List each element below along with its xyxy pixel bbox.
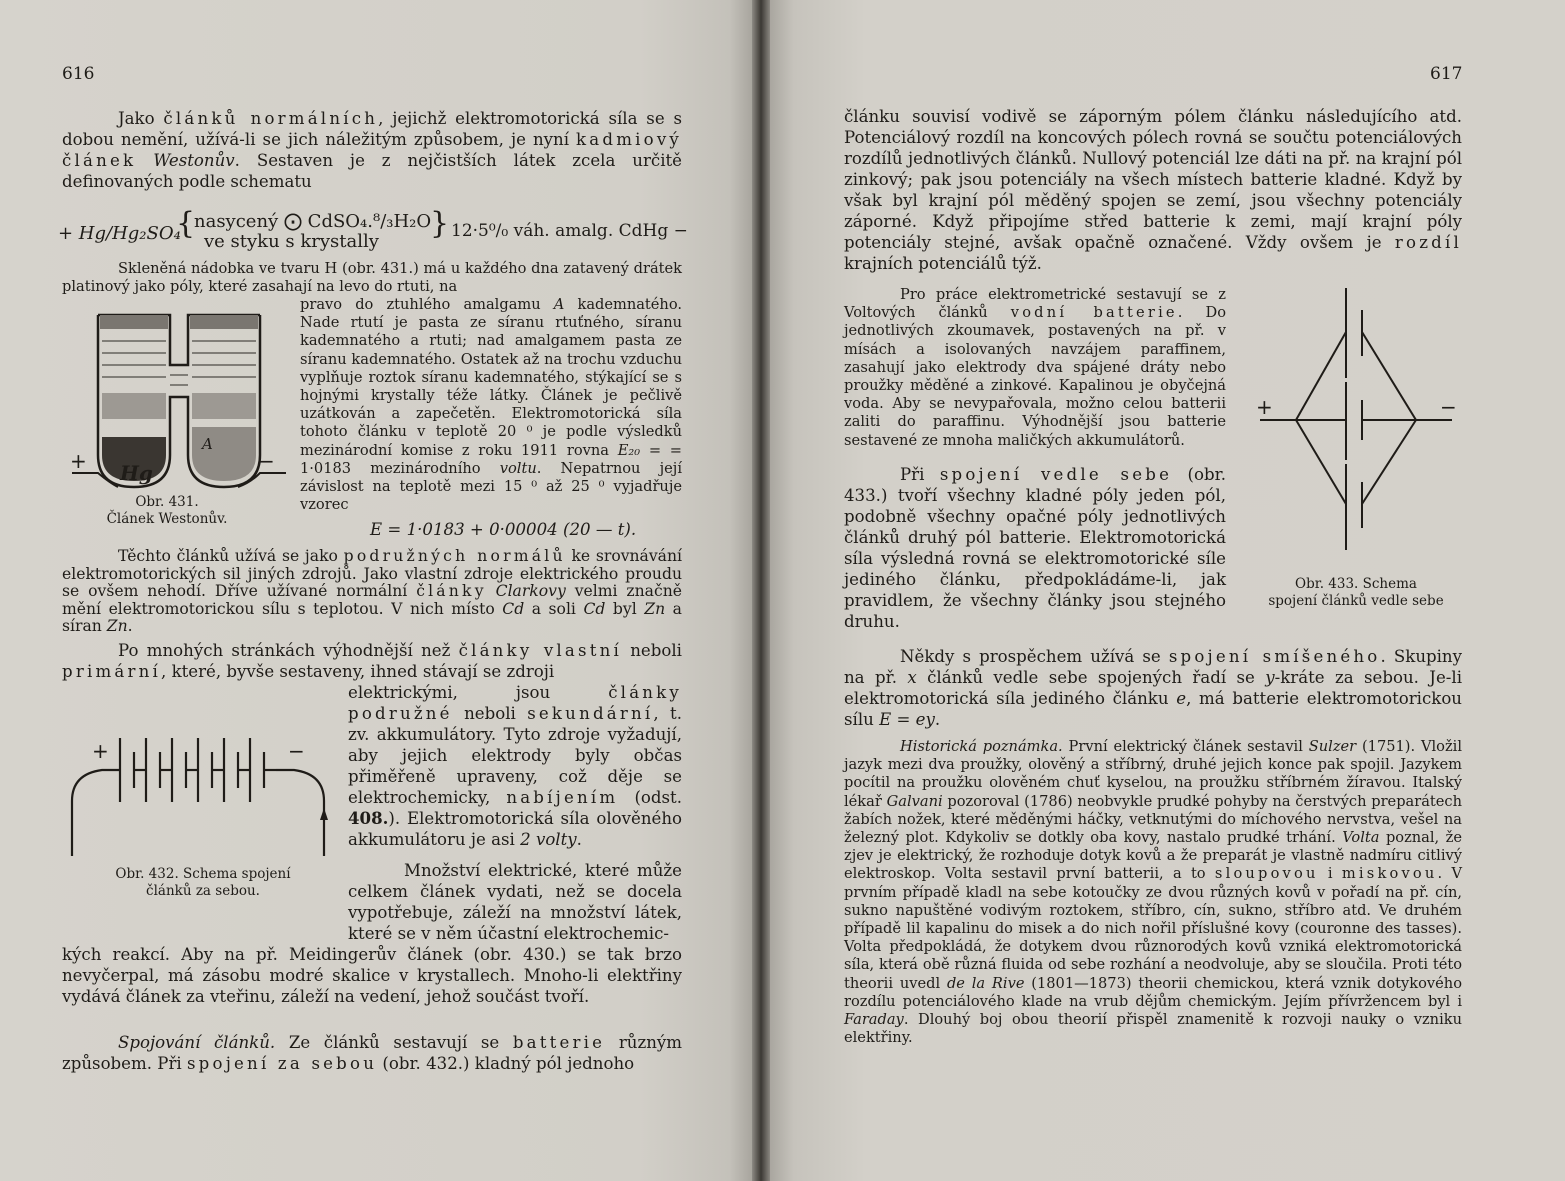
paragraph-historical-note: Historická poznámka. První elektrický článek sestavil Sulzer (1751). Vložil jazyk mezi dva proužky, olověný a stříbrný, druhé jejich konce pak spojil. Jazykem pocítil na proužku olověném chuť kyselou, na proužku stříbrném žíravou. Italský lékař Galvani pozoroval (1786) neobvykle prudké pohyby na čerstvých preparátech žabích nožek, které měděnými háčky, vetknutými do míchového nervstva, vešel na železný plot. Kdykoliv se dotkly oba kovy, nastalo prudké trhání. Volta poznal, že zjev je elektrický, že rozhoduje dotyk kovů a že preparát je vlastně nadmíru citlivý elektroskop. Volta sestavil první batterii, a to sloupovou i miskovou. V prvním případě kladl na sebe kotoučky ze dvou různých kovů v pořadí na př. cín, sukno napuštěné vodivým roztokem, stříbro, cín, sukno, stříbro atd. Ve druhém případě lil kapalinu do misek a do nich nořil příslušné kovy (couronne des tasses). Volta předpokládá, že dotykem dvou různorodých kovů vzniká elektromotorická síla, která obě různá fluida od sebe rozhání a neodvoluje, aby se sloučila. Proti této theorii uvedl de la Rive (1801—1873) theorii chemickou, která vznik dotykového rozdílu potenciálového klade na vrub dějům chemickým. Jejím přívržencem byl i Faraday. Dlouhý boj obou theorií přispěl znamenitě k rozvoji nauky o vzniku elektřiny. (844, 738, 1462, 1047)
paragraph-primary-cells: Po mnohých stránkách výhodnější než články vlastní neboli primární, které, byvše sestaveny, ihned stávají se zdroji (62, 641, 682, 681)
paragraph-charge-capacity: Množství elektrické, které může celkem článek vydati, než se docela vypotřebuje, záleží na množství látek, které se v něm účastní elektrochemic- (348, 861, 682, 943)
left-page: 616 Jako článků normálních, jejichž elektromotorická síla se s dobou nemění, užívá-li se jich náležitým způsobem, je nyní kadmiový článek Westonův. Sestaven je z nejčistších látek zcela určitě definovaných podle schematu + Hg/Hg₂SO₄ { nasycený ⨀ CdSO₄.⁸/₃H₂O ve styku s krystally } 12·5⁰/₀ váh. amalg. CdHg − Skleněná nádobka ve tvaru H (obr. 431.) má u každého dna zatavený drátek platinový jako póly, které zasahají na levo do rtuti, na pravo do ztuhlého amalgamu A kademnatého. Nade rtutí je pasta ze síranu rtuťného, síranu kademnatého a rtuti; nad amalgamem pasta ze síranu kademnatého. Ostatek až na trochu vzduchu vyplňuje roztok síranu kademnatého, stýkající se s hojnými krystally téže látky. Článek je pečlivě uzátkován a zapečetěn. Elektromotorická síla tohoto článku v teplotě 20 ⁰ je podle výsledků mezinárodní komise z roku 1911 rovna E₂₀ = = 1·0183 mezinárodního voltu. Nepatrnou její závislost na teplotě mezi 15 ⁰ až 25 ⁰ vyjadřuje vzorec E = 1·0183 + 0·00004 (20 — t). A + − Hg Obr. 431. Článek Westonův. Těchto článků užívá se jako podružných normálů ke srovnávání elektromotorických sil jiných zdrojů. Jako vlastní zdroje elektrického proudu se ovšem nehodí. Dříve užívané normální články Clarkovy velmi značně mění elektromotorickou sílu s teplotou. V nich místo Cd a soli Cd byl Zn a síran Zn. Po mnohých stránkách výhodnější než články vlastní neboli primární, které, byvše sestaveny, ihned stávají se zdroji elektrickými, jsou články podružné neboli sekundární, t. zv. akkumulátory. Tyto zdroje vyžadují, aby jejich elektrody byly občas přiměřeně upraveny, což děje se elektrochemicky, nabíjením (odst. 408.). Elektromotorická síla olověného akkumulátoru je asi 2 volty. Množství elektrické, které může celkem článek vydati, než se docela vypotřebuje, záleží na množství látek, které se v něm účastní elektrochemic- kých reakcí. Aby na př. Meidingerův článek (obr. 430.) se tak brzo nevyčerpal, má zásobu modré skalice v krystallech. Mnoho-li elektřiny vydává článek za vteřinu, záleží na vedení, jehož součást tvoří. Spojování článků. Ze článků sestavují se batterie různým způsobem. Při spojení za sebou (obr. 432.) kladný pól jednoho + − Obr. 432. Schema spojení článků za sebou. (0, 0, 752, 1181)
figure-431-weston-cell (60, 305, 290, 505)
paragraph-h-vessel-detail: pravo do ztuhlého amalgamu A kademnatého. Nade rtutí je pasta ze síranu rtuťného, síranu kademnatého a rtuti; nad amalgamem pasta ze síranu kademnatého. Ostatek až na trochu vzduchu vyplňuje roztok síranu kademnatého, stýkající se s hojnými krystally téže látky. Článek je pečlivě uzátkován a zapečetěn. Elektromotorická síla tohoto článku v teplotě 20 ⁰ je podle výsledků mezinárodní komise z roku 1911 rovna E₂₀ = = 1·0183 mezinárodního voltu. Nepatrnou její závislost na teplotě mezi 15 ⁰ až 25 ⁰ vyjadřuje vzorec (300, 296, 683, 514)
paragraph-secondary-normals: Těchto článků užívá se jako podružných normálů ke srovnávání elektromotorických sil jiných zdrojů. Jako vlastní zdroje elektrického proudu se ovšem nehodí. Dříve užívané normální články Clarkovy velmi značně mění elektromotorickou sílu s teplotou. V nich místo Cd a soli Cd byl Zn a síran Zn. (62, 547, 682, 636)
plus-sign: + (70, 449, 87, 473)
page-number: 617 (1430, 64, 1463, 84)
temperature-equation: E = 1·0183 + 0·00004 (20 — t). (370, 520, 637, 539)
paragraph-mixed-connection: Někdy s prospěchem užívá se spojení smíšeného. Skupiny na př. x článků vedle sebe spojených řadí se y-kráte za sebou. Je-li elektromotorická síla jediného článku e, má batterie elektromotorickou sílu E = ey. (844, 647, 1462, 729)
figure-433-caption: Obr. 433. Schema spojení článků vedle sebe (1268, 576, 1444, 609)
plus-sign: + (1256, 395, 1273, 419)
figure-433-parallel-connection (1250, 282, 1480, 582)
figure-431-caption: Obr. 431. Článek Westonův. (106, 494, 228, 527)
book-gutter (752, 0, 770, 1181)
paragraph-parallel-connection: Při spojení vedle sebe (obr. 433.) tvoří všechny kladné póly jeden pól, podobně všechny opačné póly jednotlivých článků druhý pól batterie. Elektromotorická síla výsledná rovná se elektromotorické síle jediného článku, předpokládáme-li, jak pravidlem, že všechny články jsou stejného druhu. (844, 465, 1226, 631)
plus-sign: + (92, 739, 109, 763)
paragraph-normal-cells: Jako článků normálních, jejichž elektromotorická síla se s dobou nemění, užívá-li se jich náležitým způsobem, je nyní kadmiový článek Westonův. Sestaven je z nejčistších látek zcela určitě definovaných podle schematu (62, 109, 682, 191)
paragraph-water-battery: Pro práce elektrometrické sestavují se z Voltových článků vodní batterie. Do jednotlivých zkoumavek, postavených na př. v mísách a isolovaných navzájem paraffinem, zasahují jako elektrody dva spájené dráty nebo proužky měděné a zinkové. Kapalinou je obyčejná voda. Aby se nevypařovala, možno celou batterii zaliti do paraffinu. Výhodnější jsou batterie sestavené ze mnoha maličkých akkumulátorů. (844, 286, 1227, 449)
figure-432-caption: Obr. 432. Schema spojení článků za sebou. (115, 866, 291, 899)
paragraph-meidinger: kých reakcí. Aby na př. Meidingerův článek (obr. 430.) se tak brzo nevyčerpal, má zásobu modré skalice v krystallech. Mnoho-li elektřiny vydává článek za vteřinu, záleží na vedení, jehož součást tvoří. (62, 945, 682, 1006)
paragraph-battery-connection: Spojování článků. Ze článků sestavují se batterie různým způsobem. Při spojení za sebou (obr. 432.) kladný pól jednoho (62, 1033, 682, 1073)
paragraph-secondary-cells: elektrickými, jsou články podružné neboli sekundární, t. zv. akkumulátory. Tyto zdroje vyžadují, aby jejich elektrody byly občas přiměřeně upraveny, což děje se elektrochemicky, nabíjením (odst. 408.). Elektromotorická síla olověného akkumulátoru je asi 2 volty. (348, 683, 682, 849)
paragraph-h-vessel-intro: Skleněná nádobka ve tvaru H (obr. 431.) má u každého dna zatavený drátek platinový jako póly, které zasahají na levo do rtuti, na (62, 260, 682, 296)
right-page (770, 0, 1565, 1181)
mercury-label: Hg (120, 461, 153, 485)
paragraph-series-potential: článku souvisí vodivě se záporným pólem článku následujícího atd. Potenciálový rozdíl na koncových pólech rovná se součtu potenciálových rozdílů jednotlivých článků. Nullový potenciál lze dáti na př. na krajní pól zinkový; pak jsou potenciály na všech místech batterie kladné. Když by však byl krajní pól měděný spojen se zemí, jsou všechny potenciály záporné. Když připojíme střed batterie k zemi, mají krajní póly potenciály stejné, avšak opačně označené. Vždy ovšem je rozdíl krajních potenciálů týž. (844, 107, 1462, 273)
figure-432-series-connection (62, 726, 332, 866)
minus-sign: − (258, 449, 275, 473)
amalgam-label: A (202, 435, 213, 453)
minus-sign: − (288, 739, 305, 763)
page-number: 616 (62, 64, 95, 84)
minus-sign: − (1440, 395, 1457, 419)
